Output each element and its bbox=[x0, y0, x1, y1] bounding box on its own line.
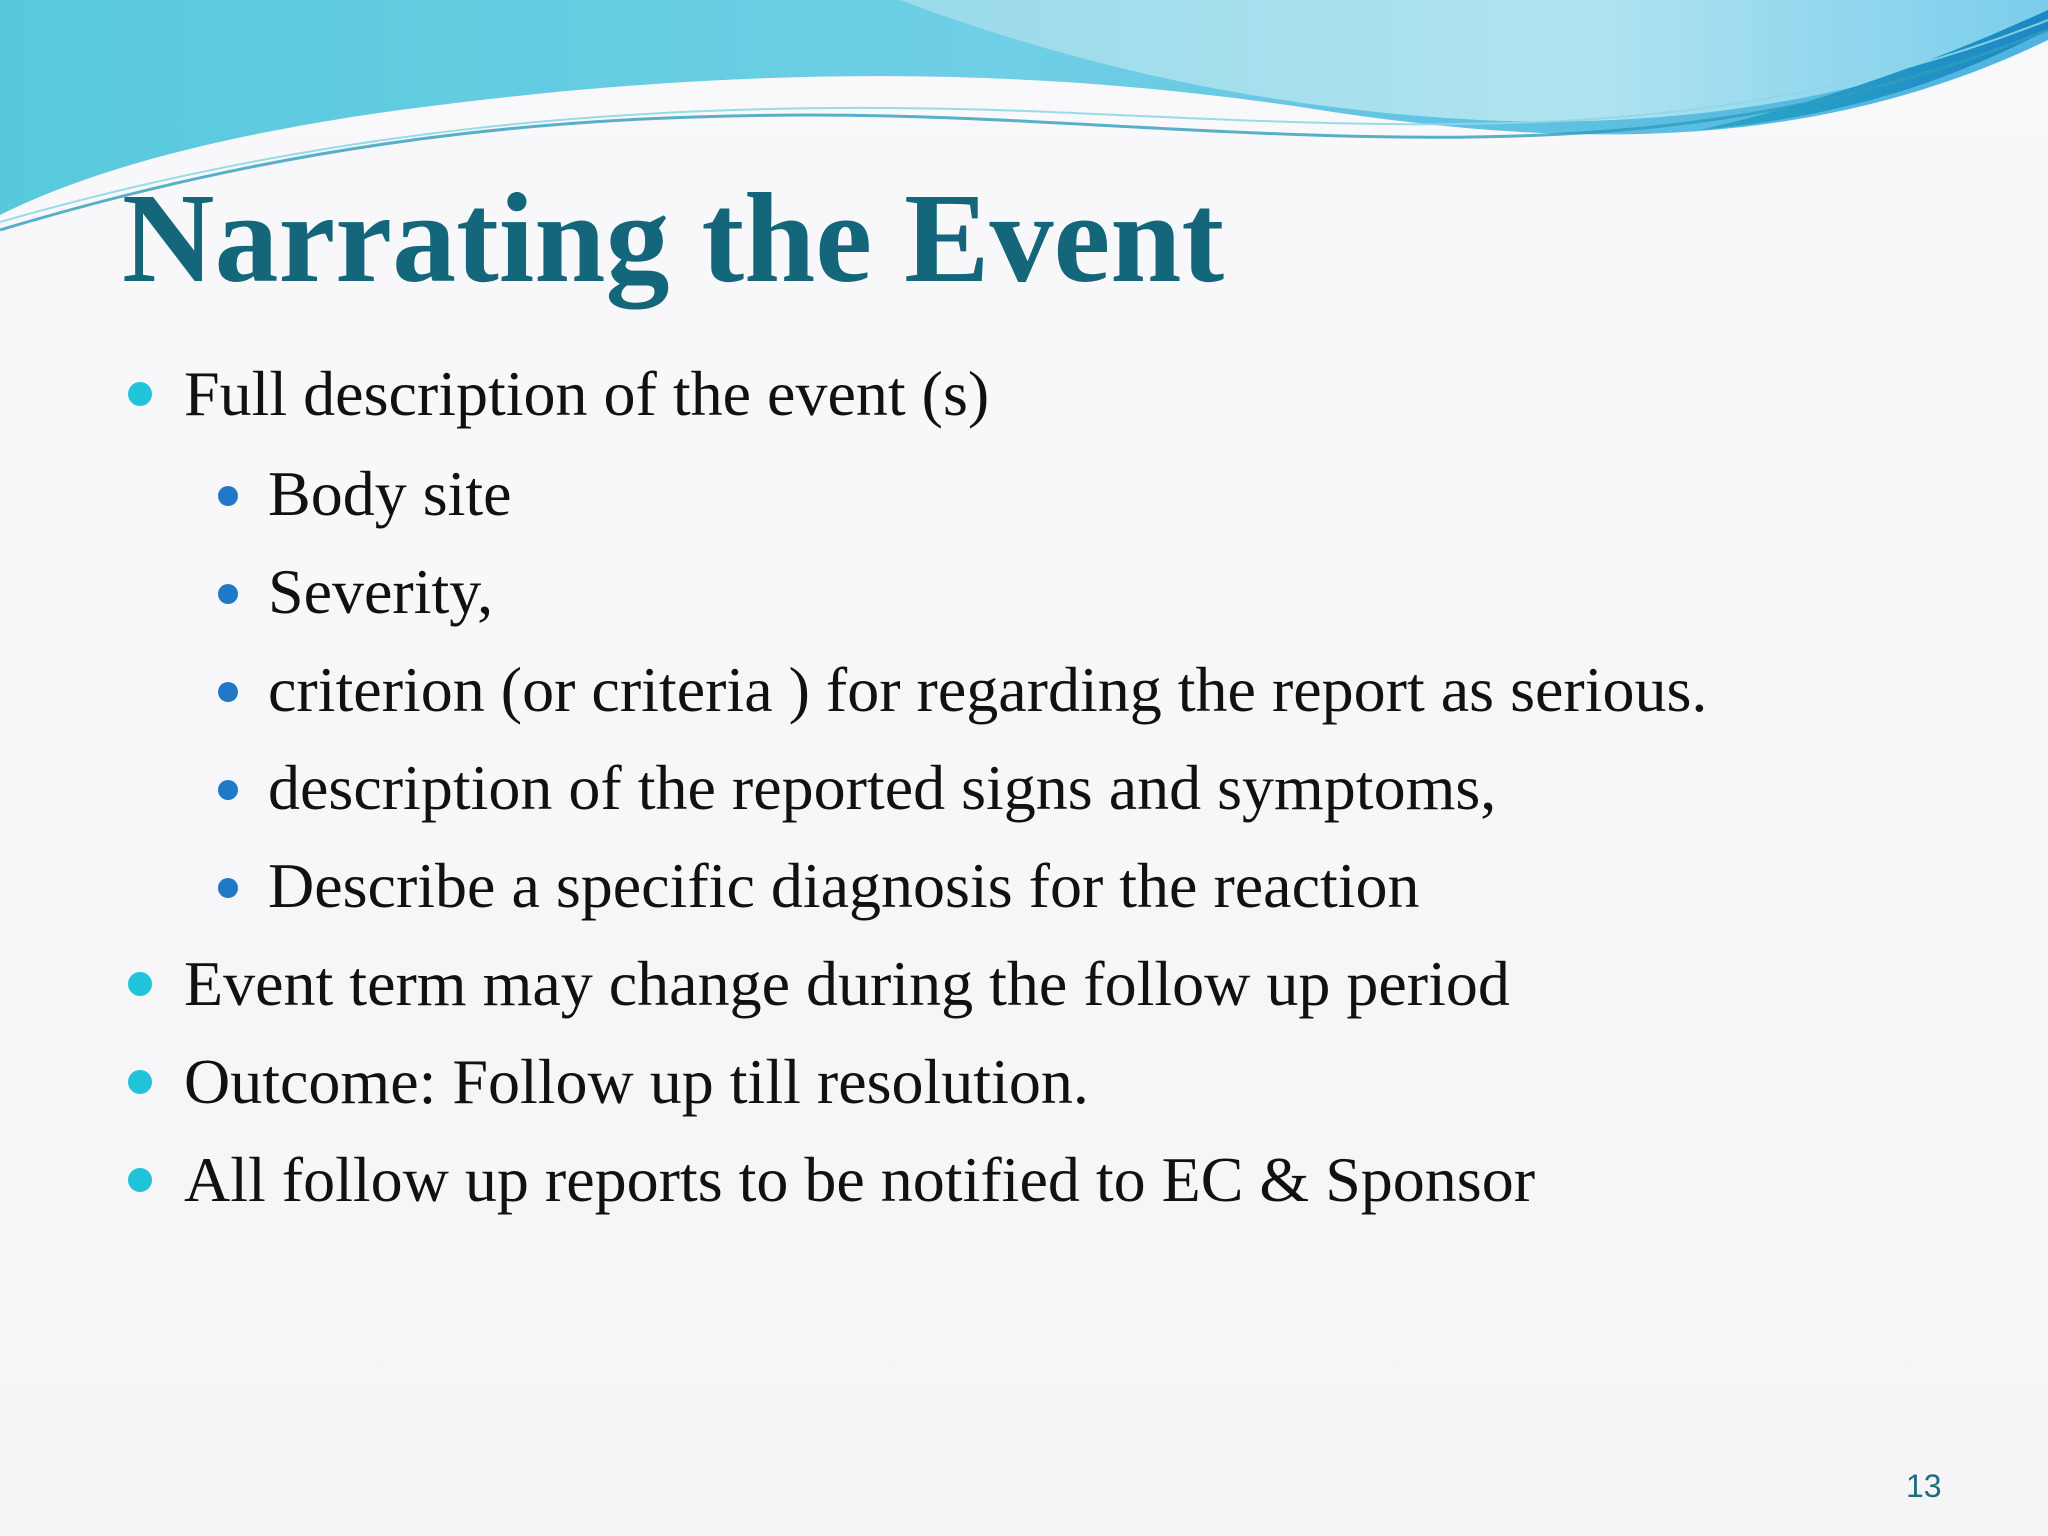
slide-title: Narrating the Event bbox=[122, 167, 1225, 309]
sub-bullet-dot bbox=[218, 486, 238, 506]
sub-bullet-dot bbox=[218, 878, 238, 898]
bullet-item-level1: Event term may change during the follow up period bbox=[184, 948, 1510, 1019]
page-number: 13 bbox=[1906, 1468, 1942, 1504]
sub-bullet-dot bbox=[218, 682, 238, 702]
bullet-dot bbox=[128, 1168, 152, 1192]
bullet-item-level2: Body site bbox=[268, 458, 512, 529]
bullet-dot bbox=[128, 382, 152, 406]
sub-bullet-dot bbox=[218, 584, 238, 604]
bullet-item-level2: criterion (or criteria ) for regarding the report as serious. bbox=[268, 654, 1708, 725]
bullet-item-level2: description of the reported signs and symptoms, bbox=[268, 752, 1497, 823]
bullet-item-level1: Outcome: Follow up till resolution. bbox=[184, 1046, 1089, 1117]
bullet-dot bbox=[128, 972, 152, 996]
bullet-dot bbox=[128, 1070, 152, 1094]
bullet-item-level2: Describe a specific diagnosis for the reaction bbox=[268, 850, 1420, 921]
bullet-item-level2: Severity, bbox=[268, 556, 494, 627]
bullet-item-level1: Full description of the event (s) bbox=[184, 358, 990, 429]
bullet-item-level1: All follow up reports to be notified to EC & Sponsor bbox=[184, 1144, 1535, 1215]
sub-bullet-dot bbox=[218, 780, 238, 800]
